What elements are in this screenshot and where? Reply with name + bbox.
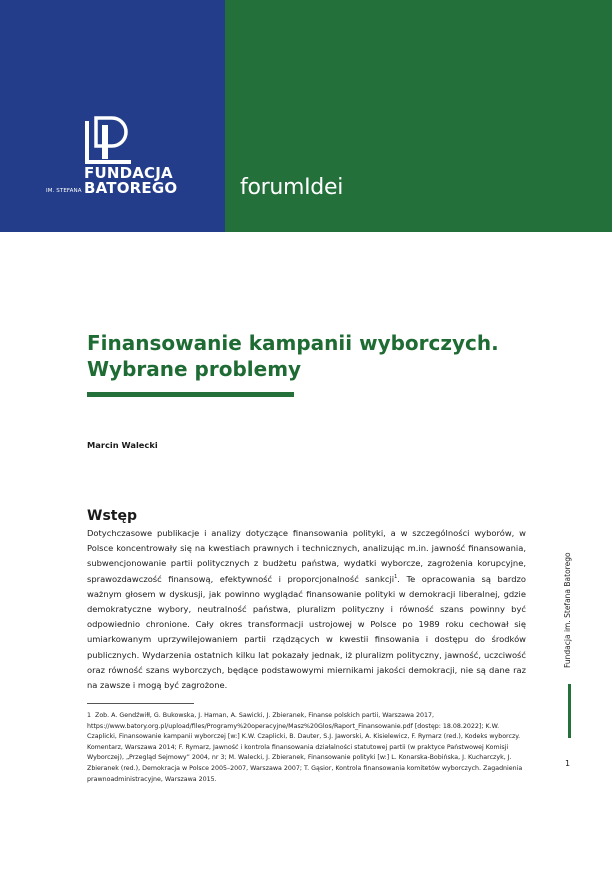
body-text-part1: Dotychczasowe publikacje i analizy dotyczące finansowania polityki, a w szczególności wyborów, w Polsce koncentrowały się na kwestiach prawnych i technicznych, analizując m.in. jawność finansowania, subwencjonowanie partii politycznych z budżetu państwa, wydatki wyborcze, zagrożenia korupcyjne, sprawozdawczość finansową, efektywność i proporcjonalność sankcji	[87, 528, 526, 584]
footnote-divider	[87, 703, 194, 704]
section-heading: Wstęp	[87, 508, 137, 524]
brand-name: forumIdei	[240, 175, 344, 200]
body-paragraph	[87, 526, 526, 693]
footnote-number: 1	[87, 712, 92, 719]
sidebar-label	[562, 548, 574, 668]
org-name-prefix: IM. STEFANA	[46, 188, 82, 194]
footnote-reference[interactable]: 1	[394, 573, 398, 580]
author-name: Marcin Walecki	[87, 440, 158, 450]
sidebar-label-text: Fundacja im. Stefana Batorego	[563, 552, 572, 668]
foundation-logo-icon	[84, 115, 134, 165]
title-underline	[87, 392, 294, 397]
body-text-part2: . Te opracowania są bardzo ważnym głosem w dyskusji, jak powinno wyglądać finansowanie polityki w demokracji liberalnej, gdzie demokratyczne wybory, neutralność państwa, pluralizm polityczny i równość szans powinny być odpowiednio chronione. Cały okres transformacji ustrojowej w Polsce po 1989 roku cechował się umiarkowanym uprzywilejowaniem partii rządzących w kwestii finsowania i dostępu do środków publicznych. Wydarzenia ostatnich kilku lat pokazały jednak, iż pluralizm polityczny, jawność, uczciwość oraz równość szans wyborczych, będące podstawowymi miernikami jakości demokracji, nie są dane raz na zawsze i mogą być zagrożone.	[87, 573, 526, 691]
footnote	[87, 711, 529, 785]
org-name-line2: BATOREGO	[84, 179, 178, 197]
org-name-line1: FUNDACJA	[84, 164, 173, 182]
footnote-text: Zob. A. Gendźwiłł, G. Bukowska, J. Haman, A. Sawicki, J. Zbieranek, Finanse polskich partii, Warszawa 2017, https://www.batory.org.pl/upload/files/Programy%20operacyjne/Masz%20Glos/Raport_Finansowanie.pdf [dostęp: 18.08.2022]; K.W. Czaplicki, Finansowanie kampanii wyborczej [w:] K.W. Czaplicki, B. Dauter, S.J. Jaworski, A. Kisielewicz, F. Rymarz (red.), Kodeks wyborczy. Komentarz, Warszawa 2014; F. Rymarz, Jawność i kontrola finansowania działalności statutowej partii (w praktyce Państwowej Komisji Wyborczej), „Przegląd Sejmowy” 2004, nr 3; M. Walecki, J. Zbieranek, Finansowanie polityki [w:] L. Konarska-Bobińska, J. Kucharczyk, J. Zbieranek (red.), Demokracja w Polsce 2005–2007, Warszawa 2007; T. Gąsior, Kontrola finansowania komitetów wyborczych. Zagadnienia prawnoadministracyjne, Warszawa 2015.	[87, 712, 523, 783]
document-title: Finansowanie kampanii wyborczych. Wybrane problemy	[87, 331, 499, 381]
page-number: 1	[565, 759, 571, 768]
sidebar-rule	[568, 684, 571, 738]
